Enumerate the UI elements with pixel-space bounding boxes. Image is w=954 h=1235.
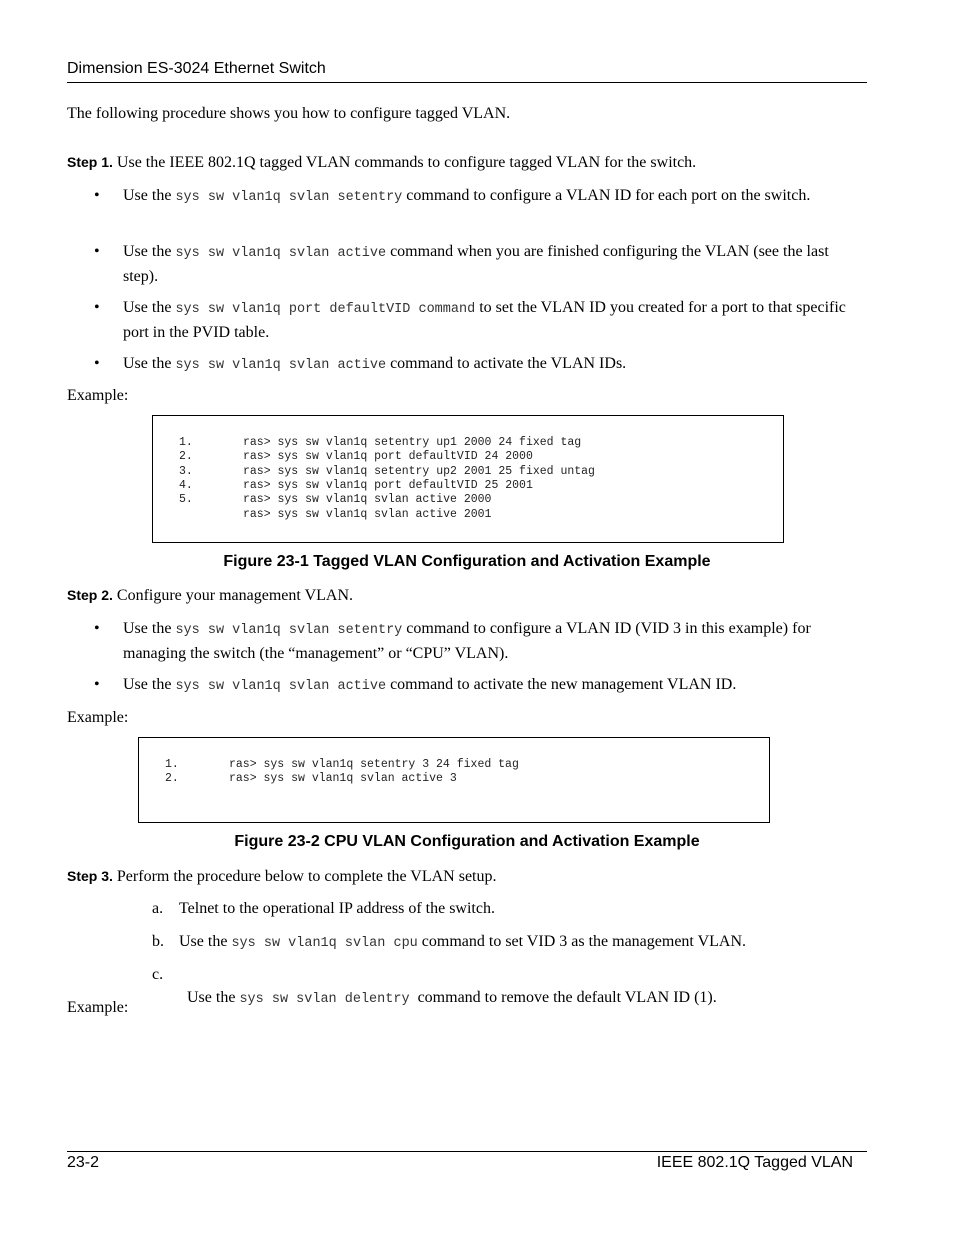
inline-command: sys sw vlan1q svlan active	[175, 246, 387, 261]
inline-command: sys sw svlan delentry	[239, 992, 410, 1007]
bullet-text-post: command to configure a VLAN ID for each port on the switch.	[402, 187, 811, 204]
step-1-bullet-3	[123, 296, 863, 344]
step-1-label: Step 1.	[67, 154, 113, 170]
item-text-post: command to remove the default VLAN ID (1).	[409, 989, 717, 1006]
code-line-number: 2.	[179, 450, 193, 464]
bullet-text-post: command to configure a VLAN ID (VID 3 in this example) for managing the switch (the “management” or “CPU” VLAN).	[123, 620, 811, 662]
inline-command: sys sw vlan1q svlan active	[175, 679, 387, 694]
bullet-marker: •	[94, 299, 100, 316]
step-1-bullet-1	[123, 184, 863, 209]
example-label: Example:	[67, 709, 129, 726]
step-3-item-a	[179, 897, 495, 920]
footer-section-title: IEEE 802.1Q Tagged VLAN	[656, 1154, 853, 1171]
step-3-item-c	[179, 963, 717, 1011]
list-letter: c.	[152, 966, 164, 983]
step-3-label: Step 3.	[67, 868, 113, 884]
code-line-command: ras> sys sw vlan1q setentry up1 2000 24 fixed tag	[243, 436, 582, 449]
running-header-title: Dimension ES-3024 Ethernet Switch	[67, 60, 326, 77]
inline-command: sys sw vlan1q svlan cpu	[231, 936, 418, 951]
step-1-bullet-4	[123, 352, 863, 377]
code-example-box-2	[138, 737, 770, 823]
bullet-text-pre: Use the	[123, 355, 176, 372]
list-letter: a.	[152, 900, 164, 917]
code-line-command: ras> sys sw vlan1q svlan active 3	[229, 772, 457, 786]
item-text-pre: Use the	[179, 933, 232, 950]
inline-command: sys sw vlan1q svlan active	[175, 358, 387, 373]
item-text-pre: Use the	[187, 989, 240, 1006]
page-number: 23-2	[67, 1154, 100, 1171]
code-line-number: 5.	[179, 493, 193, 507]
bullet-marker: •	[94, 355, 100, 372]
code-line-command: ras> sys sw vlan1q port defaultVID 24 2000	[243, 450, 533, 464]
step-3-heading	[67, 865, 497, 888]
code-line-number: 4.	[179, 478, 193, 492]
example-label: Example:	[67, 387, 129, 404]
code-line-command: ras> sys sw vlan1q port defaultVID 25 2001	[243, 478, 533, 492]
bullet-marker: •	[94, 620, 100, 637]
step-1-heading	[67, 151, 696, 174]
bullet-text-pre: Use the	[123, 620, 176, 637]
example-label: Example:	[67, 999, 129, 1016]
bullet-marker: •	[94, 676, 100, 693]
code-line-number: 2.	[165, 772, 179, 786]
bullet-text-post: to set the VLAN ID you created for a port to that specific port in the PVID table.	[123, 299, 846, 341]
inline-command: sys sw vlan1q svlan setentry	[175, 190, 403, 205]
code-line-command: ras> sys sw vlan1q setentry 3 24 fixed tag	[229, 758, 519, 771]
code-line-command: ras> sys sw vlan1q setentry up2 2001 25 fixed untag	[243, 464, 595, 478]
step-3-text: Perform the procedure below to complete the VLAN setup.	[112, 868, 497, 885]
bullet-text-post: command when you are finished configuring the VLAN (see the last step).	[123, 243, 829, 285]
bullet-text-post: command to activate the new management VLAN ID.	[386, 676, 737, 693]
code-example-box-1	[152, 415, 784, 543]
step-2-label: Step 2.	[67, 587, 113, 603]
code-line-number: 3.	[179, 464, 193, 478]
step-1-bullet-2	[123, 240, 863, 288]
code-line-command: ras> sys sw vlan1q svlan active 2000	[243, 493, 492, 507]
figure-1-caption: Figure 23-1 Tagged VLAN Configuration and Activation Example	[223, 553, 711, 570]
step-2-bullet-1	[123, 617, 863, 665]
bullet-marker: •	[94, 243, 100, 260]
list-letter: b.	[152, 933, 164, 950]
step-3-item-b	[179, 930, 746, 955]
item-text: Telnet to the operational IP address of the switch.	[179, 900, 495, 917]
bullet-text-pre: Use the	[123, 676, 176, 693]
code-line-number: 1.	[165, 758, 179, 771]
step-2-bullet-2	[123, 673, 863, 698]
footer-rule	[67, 1151, 867, 1152]
item-text-post: command to set VID 3 as the management VLAN.	[417, 933, 747, 950]
code-line-command: ras> sys sw vlan1q svlan active 2001	[243, 507, 492, 521]
inline-command: sys sw vlan1q svlan setentry	[175, 623, 403, 638]
code-line-number: 1.	[179, 436, 193, 449]
bullet-text-pre: Use the	[123, 187, 176, 204]
bullet-text-pre: Use the	[123, 243, 176, 260]
bullet-text-pre: Use the	[123, 299, 176, 316]
step-1-text: Use the IEEE 802.1Q tagged VLAN commands to configure tagged VLAN for the switch.	[112, 154, 697, 171]
inline-command: sys sw vlan1q port defaultVID command	[175, 302, 476, 317]
step-2-text: Configure your management VLAN.	[112, 587, 353, 604]
bullet-marker: •	[94, 187, 100, 204]
intro-paragraph: The following procedure shows you how to configure tagged VLAN.	[67, 105, 511, 122]
bullet-text-post: command to activate the VLAN IDs.	[386, 355, 627, 372]
step-2-heading	[67, 584, 353, 607]
figure-2-caption: Figure 23-2 CPU VLAN Configuration and Activation Example	[234, 833, 700, 850]
header-rule	[67, 82, 867, 83]
